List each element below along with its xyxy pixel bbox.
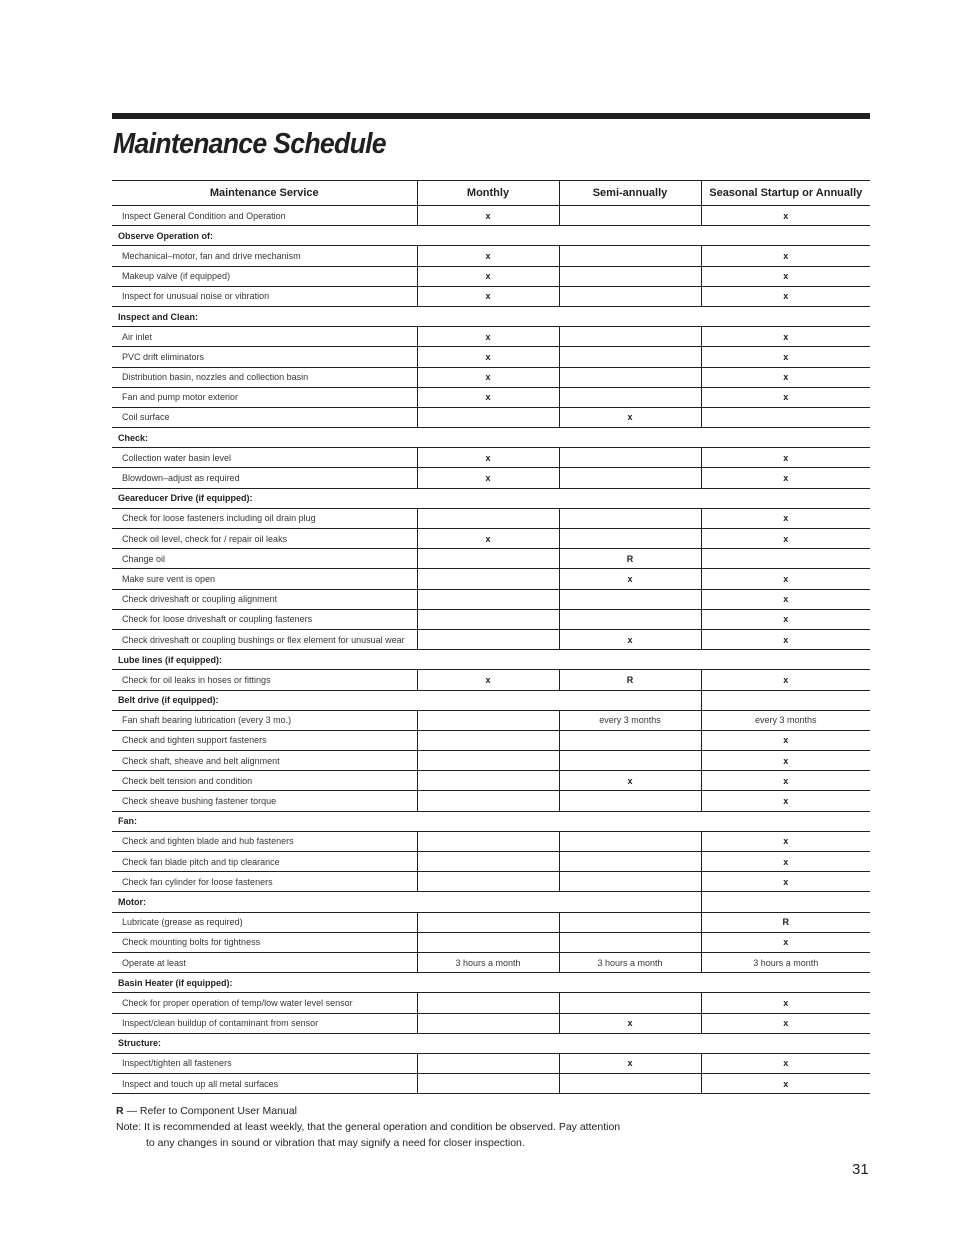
semi-annual-cell	[559, 730, 701, 750]
annual-cell: x	[701, 872, 870, 892]
service-label: Check driveshaft or coupling alignment	[112, 589, 417, 609]
table-row	[112, 549, 870, 569]
semi-annual-cell: every 3 months	[559, 710, 701, 730]
semi-annual-cell	[559, 872, 701, 892]
annual-cell: x	[701, 932, 870, 952]
top-rule	[112, 113, 870, 119]
header-semi-annually: Semi-annually	[559, 181, 701, 206]
monthly-cell	[417, 1013, 559, 1033]
table-row	[112, 589, 870, 609]
service-label: Make sure vent is open	[112, 569, 417, 589]
semi-annual-cell	[559, 286, 701, 306]
semi-annual-cell: R	[559, 549, 701, 569]
monthly-cell	[417, 872, 559, 892]
service-label: Check for proper operation of temp/low water level sensor	[112, 993, 417, 1013]
table-row	[112, 932, 870, 952]
table-row	[112, 730, 870, 750]
section-label: Fan:	[112, 811, 870, 831]
table-row	[112, 347, 870, 367]
annual-cell: x	[701, 246, 870, 266]
service-label: Coil surface	[112, 407, 417, 427]
monthly-cell: x	[417, 327, 559, 347]
monthly-cell: x	[417, 266, 559, 286]
monthly-cell	[417, 629, 559, 649]
section-row	[112, 226, 870, 246]
table-row	[112, 872, 870, 892]
table-row	[112, 569, 870, 589]
section-label: Belt drive (if equipped):	[112, 690, 417, 710]
monthly-cell	[417, 771, 559, 791]
legend-r-line	[116, 1103, 620, 1119]
monthly-cell	[417, 852, 559, 872]
page-number: 31	[852, 1161, 869, 1178]
annual-cell: every 3 months	[701, 710, 870, 730]
service-label: Check sheave bushing fastener torque	[112, 791, 417, 811]
monthly-cell	[417, 751, 559, 771]
monthly-cell	[417, 993, 559, 1013]
section-row	[112, 650, 870, 670]
section-label: Observe Operation of:	[112, 226, 870, 246]
note-text-1: It is recommended at least weekly, that the general operation and condition be observed. Pay attention	[141, 1121, 621, 1133]
service-label: Operate at least	[112, 952, 417, 972]
annual-cell: x	[701, 286, 870, 306]
annual-cell: x	[701, 569, 870, 589]
semi-annual-cell: x	[559, 771, 701, 791]
monthly-cell	[417, 932, 559, 952]
section-label: Basin Heater (if equipped):	[112, 973, 870, 993]
section-row	[112, 892, 870, 912]
table-row	[112, 367, 870, 387]
monthly-cell	[417, 912, 559, 932]
table-row	[112, 751, 870, 771]
table-row	[112, 468, 870, 488]
semi-annual-cell: 3 hours a month	[559, 952, 701, 972]
service-label: Check and tighten blade and hub fasteners	[112, 831, 417, 851]
service-label: Check driveshaft or coupling bushings or flex element for unusual wear	[112, 629, 417, 649]
monthly-cell: 3 hours a month	[417, 952, 559, 972]
table-row	[112, 407, 870, 427]
service-label: Check oil level, check for / repair oil leaks	[112, 529, 417, 549]
table-row	[112, 852, 870, 872]
semi-annual-cell	[559, 1074, 701, 1094]
service-label: Makeup valve (if equipped)	[112, 266, 417, 286]
table-row	[112, 791, 870, 811]
annual-cell: x	[701, 771, 870, 791]
annual-cell: x	[701, 387, 870, 407]
table-row	[112, 387, 870, 407]
table-row	[112, 206, 870, 226]
service-label: Fan and pump motor exterior	[112, 387, 417, 407]
annual-cell	[701, 407, 870, 427]
service-label: Air inlet	[112, 327, 417, 347]
semi-annual-cell	[559, 508, 701, 528]
service-label: PVC drift eliminators	[112, 347, 417, 367]
service-label: Fan shaft bearing lubrication (every 3 mo.)	[112, 710, 417, 730]
annual-cell: x	[701, 206, 870, 226]
monthly-cell	[417, 569, 559, 589]
semi-annual-cell	[559, 912, 701, 932]
semi-annual-cell	[559, 791, 701, 811]
table-row	[112, 448, 870, 468]
table-header-row	[112, 181, 870, 206]
monthly-cell	[417, 730, 559, 750]
section-row	[112, 690, 870, 710]
annual-cell: x	[701, 529, 870, 549]
monthly-cell: x	[417, 448, 559, 468]
header-monthly: Monthly	[417, 181, 559, 206]
table-row	[112, 1053, 870, 1073]
table-row	[112, 710, 870, 730]
monthly-cell	[417, 407, 559, 427]
table-row	[112, 670, 870, 690]
section-spacer	[701, 892, 870, 912]
semi-annual-cell	[559, 589, 701, 609]
semi-annual-cell	[559, 347, 701, 367]
note-label: Note:	[116, 1121, 142, 1133]
semi-annual-cell: x	[559, 629, 701, 649]
semi-annual-cell	[559, 266, 701, 286]
semi-annual-cell	[559, 448, 701, 468]
semi-annual-cell	[559, 751, 701, 771]
semi-annual-cell: x	[559, 569, 701, 589]
semi-annual-cell	[559, 387, 701, 407]
section-row	[112, 1033, 870, 1053]
annual-cell: x	[701, 730, 870, 750]
service-label: Change oil	[112, 549, 417, 569]
section-spacer	[701, 690, 870, 710]
monthly-cell	[417, 549, 559, 569]
section-spacer	[417, 892, 701, 912]
monthly-cell: x	[417, 468, 559, 488]
table-row	[112, 993, 870, 1013]
service-label: Check shaft, sheave and belt alignment	[112, 751, 417, 771]
semi-annual-cell: R	[559, 670, 701, 690]
semi-annual-cell	[559, 609, 701, 629]
monthly-cell: x	[417, 286, 559, 306]
section-row	[112, 488, 870, 508]
annual-cell: x	[701, 367, 870, 387]
semi-annual-cell	[559, 468, 701, 488]
monthly-cell	[417, 508, 559, 528]
monthly-cell: x	[417, 367, 559, 387]
section-label: Geareducer Drive (if equipped):	[112, 488, 870, 508]
service-label: Lubricate (grease as required)	[112, 912, 417, 932]
page-title: Maintenance Schedule	[113, 128, 386, 160]
annual-cell: x	[701, 609, 870, 629]
semi-annual-cell	[559, 852, 701, 872]
section-label: Lube lines (if equipped):	[112, 650, 870, 670]
legend-note-line	[116, 1119, 620, 1135]
service-label: Check fan cylinder for loose fasteners	[112, 872, 417, 892]
table-row	[112, 508, 870, 528]
legend-r-text: — Refer to Component User Manual	[123, 1105, 297, 1117]
legend	[116, 1103, 620, 1151]
table-row	[112, 266, 870, 286]
service-label: Check for loose fasteners including oil drain plug	[112, 508, 417, 528]
semi-annual-cell: x	[559, 407, 701, 427]
table-row	[112, 629, 870, 649]
service-label: Check for oil leaks in hoses or fittings	[112, 670, 417, 690]
service-label: Check for loose driveshaft or coupling fasteners	[112, 609, 417, 629]
service-label: Check and tighten support fasteners	[112, 730, 417, 750]
header-annually: Seasonal Startup or Annually	[701, 181, 870, 206]
service-label: Check mounting bolts for tightness	[112, 932, 417, 952]
table-row	[112, 246, 870, 266]
table-row	[112, 1013, 870, 1033]
note-text-2: to any changes in sound or vibration that may signify a need for closer inspection.	[146, 1137, 525, 1149]
table-row	[112, 1074, 870, 1094]
annual-cell: x	[701, 347, 870, 367]
annual-cell: x	[701, 266, 870, 286]
table-row	[112, 529, 870, 549]
annual-cell: x	[701, 327, 870, 347]
annual-cell: x	[701, 831, 870, 851]
monthly-cell	[417, 1074, 559, 1094]
service-label: Check belt tension and condition	[112, 771, 417, 791]
table-row	[112, 831, 870, 851]
service-label: Mechanical–motor, fan and drive mechanism	[112, 246, 417, 266]
monthly-cell: x	[417, 206, 559, 226]
section-row	[112, 306, 870, 326]
section-row	[112, 973, 870, 993]
annual-cell: x	[701, 791, 870, 811]
monthly-cell	[417, 831, 559, 851]
section-label: Structure:	[112, 1033, 870, 1053]
service-label: Inspect for unusual noise or vibration	[112, 286, 417, 306]
table-row	[112, 327, 870, 347]
section-row	[112, 428, 870, 448]
service-label: Inspect/tighten all fasteners	[112, 1053, 417, 1073]
service-label: Distribution basin, nozzles and collection basin	[112, 367, 417, 387]
monthly-cell	[417, 1053, 559, 1073]
annual-cell: x	[701, 670, 870, 690]
table-row	[112, 952, 870, 972]
service-label: Inspect/clean buildup of contaminant from sensor	[112, 1013, 417, 1033]
annual-cell	[701, 549, 870, 569]
monthly-cell	[417, 589, 559, 609]
annual-cell: x	[701, 1074, 870, 1094]
service-label: Blowdown–adjust as required	[112, 468, 417, 488]
semi-annual-cell	[559, 367, 701, 387]
service-label: Inspect General Condition and Operation	[112, 206, 417, 226]
annual-cell: x	[701, 468, 870, 488]
annual-cell: x	[701, 1053, 870, 1073]
service-label: Collection water basin level	[112, 448, 417, 468]
service-label: Check fan blade pitch and tip clearance	[112, 852, 417, 872]
monthly-cell: x	[417, 529, 559, 549]
monthly-cell	[417, 710, 559, 730]
section-label: Check:	[112, 428, 870, 448]
monthly-cell: x	[417, 387, 559, 407]
semi-annual-cell	[559, 327, 701, 347]
annual-cell: x	[701, 629, 870, 649]
monthly-cell: x	[417, 347, 559, 367]
semi-annual-cell: x	[559, 1053, 701, 1073]
legend-r-symbol: R	[116, 1105, 124, 1117]
service-label: Inspect and touch up all metal surfaces	[112, 1074, 417, 1094]
semi-annual-cell	[559, 529, 701, 549]
annual-cell: R	[701, 912, 870, 932]
monthly-cell	[417, 791, 559, 811]
annual-cell: x	[701, 993, 870, 1013]
section-label: Inspect and Clean:	[112, 306, 870, 326]
maintenance-table	[112, 180, 870, 1094]
section-label: Motor:	[112, 892, 417, 912]
semi-annual-cell	[559, 206, 701, 226]
semi-annual-cell	[559, 246, 701, 266]
annual-cell: x	[701, 448, 870, 468]
monthly-cell: x	[417, 246, 559, 266]
table-row	[112, 286, 870, 306]
section-spacer	[417, 690, 701, 710]
table-row	[112, 771, 870, 791]
table-row	[112, 609, 870, 629]
section-row	[112, 811, 870, 831]
annual-cell: 3 hours a month	[701, 952, 870, 972]
annual-cell: x	[701, 589, 870, 609]
annual-cell: x	[701, 852, 870, 872]
semi-annual-cell: x	[559, 1013, 701, 1033]
table-row	[112, 912, 870, 932]
monthly-cell: x	[417, 670, 559, 690]
monthly-cell	[417, 609, 559, 629]
annual-cell: x	[701, 1013, 870, 1033]
annual-cell: x	[701, 508, 870, 528]
semi-annual-cell	[559, 993, 701, 1013]
table-body	[112, 206, 870, 1094]
semi-annual-cell	[559, 831, 701, 851]
header-service: Maintenance Service	[112, 181, 417, 206]
annual-cell: x	[701, 751, 870, 771]
semi-annual-cell	[559, 932, 701, 952]
